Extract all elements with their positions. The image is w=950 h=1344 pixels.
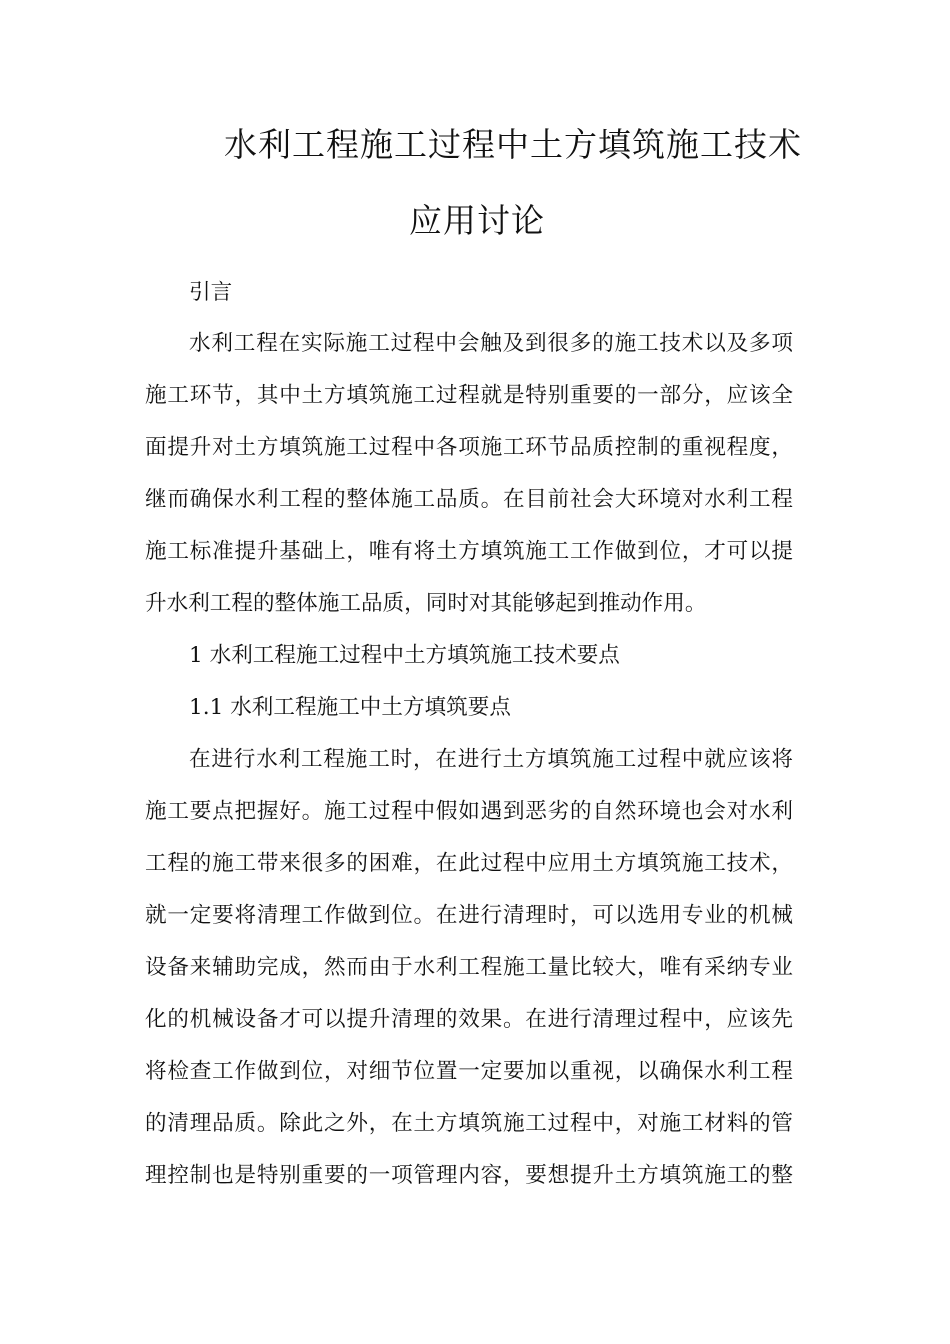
paragraph-1-line: 面提升对土方填筑施工过程中各项施工环节品质控制的重视程度， xyxy=(145,435,793,460)
paragraph-2-line: 化的机械设备才可以提升清理的效果。在进行清理过程中，应该先 xyxy=(145,1007,793,1032)
paragraph-2-line: 的清理品质。除此之外，在土方填筑施工过程中，对施工材料的管 xyxy=(145,1111,793,1136)
intro-heading: 引言 xyxy=(189,280,233,305)
paragraph-2-line: 理控制也是特别重要的一项管理内容，要想提升土方填筑施工的整 xyxy=(145,1163,793,1188)
paragraph-2-line: 在进行水利工程施工时，在进行土方填筑施工过程中就应该将 xyxy=(189,747,793,772)
section-1-heading: 1 水利工程施工过程中土方填筑施工技术要点 xyxy=(189,643,620,668)
document-title-line-1: 水利工程施工过程中土方填筑施工技术 xyxy=(224,125,802,164)
paragraph-2-line: 工程的施工带来很多的困难，在此过程中应用土方填筑施工技术， xyxy=(145,851,793,876)
paragraph-1-line: 施工环节，其中土方填筑施工过程就是特别重要的一部分，应该全 xyxy=(145,383,793,408)
section-1-1-heading: 1.1 水利工程施工中土方填筑要点 xyxy=(189,695,511,720)
paragraph-2-line: 设备来辅助完成，然而由于水利工程施工量比较大，唯有采纳专业 xyxy=(145,955,793,980)
paragraph-1-line: 升水利工程的整体施工品质，同时对其能够起到推动作用。 xyxy=(145,591,707,616)
document-title-line-2: 应用讨论 xyxy=(409,201,545,240)
paragraph-2-line: 将检查工作做到位，对细节位置一定要加以重视，以确保水利工程 xyxy=(145,1059,793,1084)
paragraph-1-line: 水利工程在实际施工过程中会触及到很多的施工技术以及多项 xyxy=(189,331,793,356)
paragraph-1-line: 继而确保水利工程的整体施工品质。在目前社会大环境对水利工程 xyxy=(145,487,793,512)
paragraph-1-line: 施工标准提升基础上，唯有将土方填筑施工工作做到位，才可以提 xyxy=(145,539,793,564)
paragraph-2-line: 施工要点把握好。施工过程中假如遇到恶劣的自然环境也会对水利 xyxy=(145,799,793,824)
paragraph-2-line: 就一定要将清理工作做到位。在进行清理时，可以选用专业的机械 xyxy=(145,903,793,928)
